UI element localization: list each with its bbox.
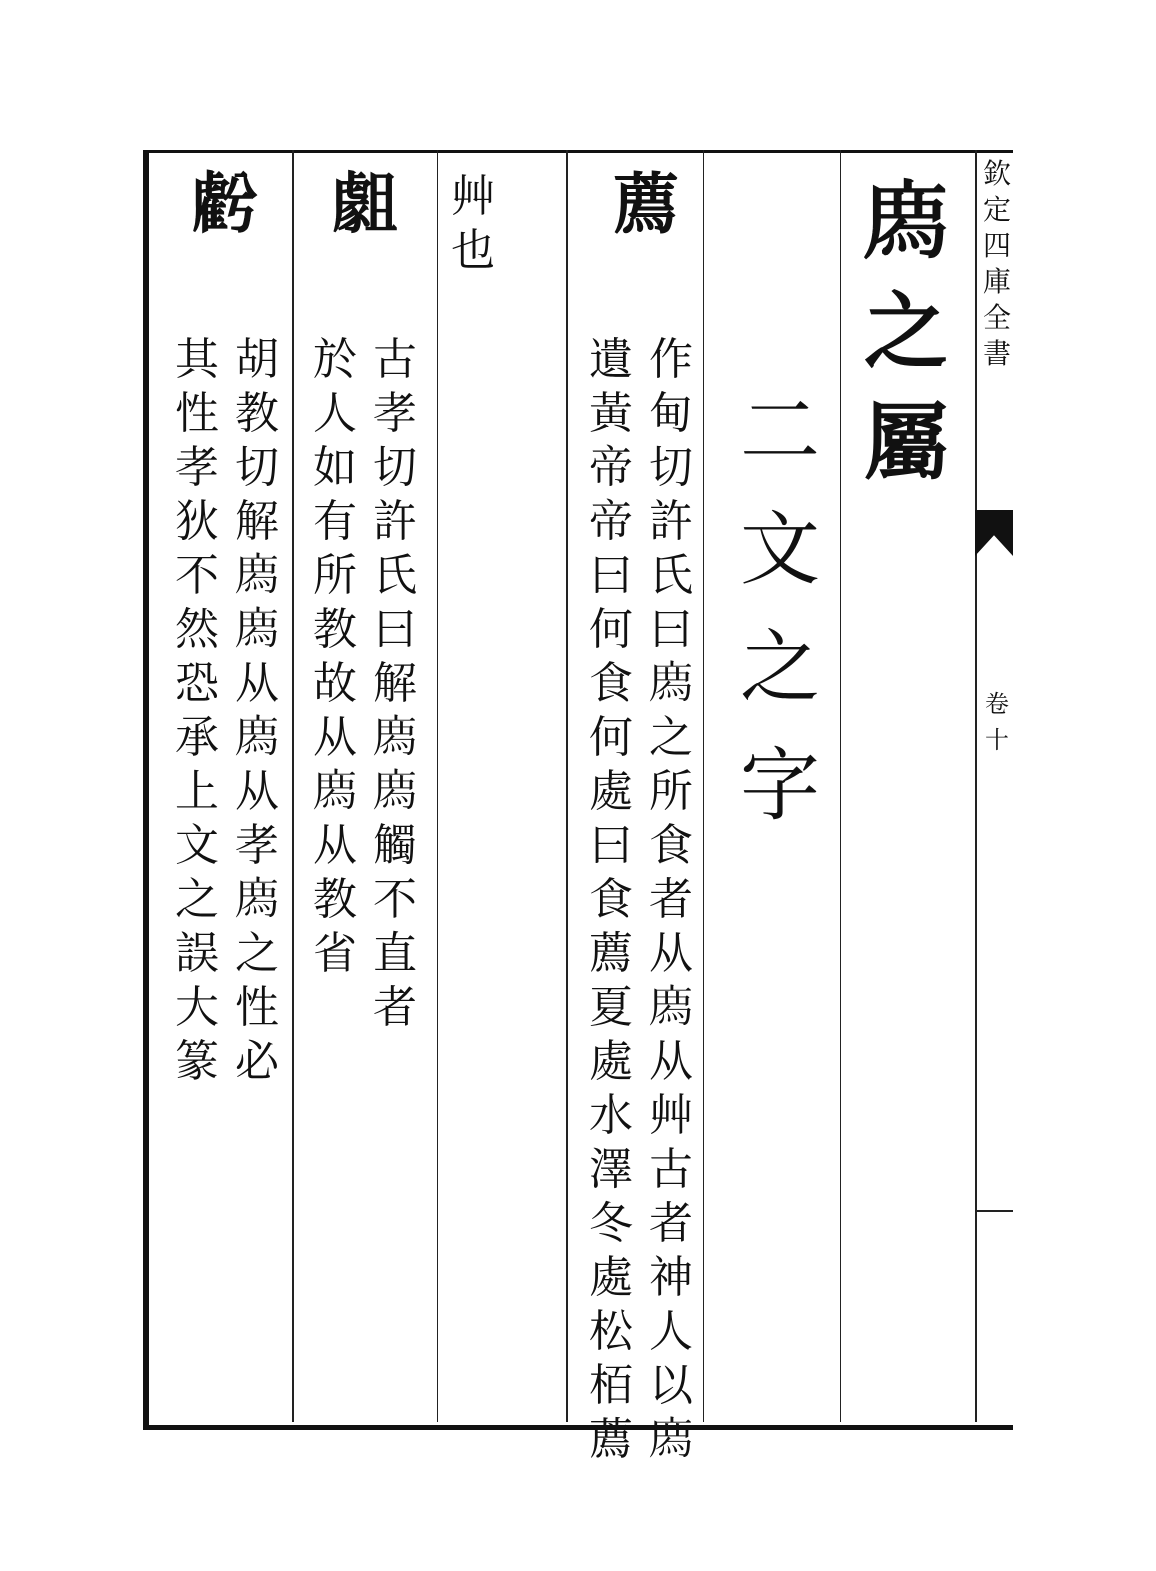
text-character: 黃 — [589, 388, 633, 439]
text-character: 所 — [649, 766, 693, 817]
text-character: 薦 — [589, 928, 633, 979]
text-character: 𢊁 — [313, 766, 357, 817]
section-title — [735, 385, 825, 864]
text-character: 食 — [649, 820, 693, 871]
text-character: 𢊁 — [235, 874, 279, 925]
seal-character: 薦 — [613, 165, 679, 243]
text-character: 所 — [313, 550, 357, 601]
text-character: 从 — [649, 928, 693, 979]
text-character: 遺 — [589, 334, 633, 385]
text-character: 之 — [235, 928, 279, 979]
text-character: 觸 — [373, 820, 417, 871]
text-character: 全 — [982, 301, 1011, 334]
text-character: 𢊁 — [649, 658, 693, 709]
text-character: 誤 — [175, 928, 219, 979]
text-character: 性 — [175, 388, 219, 439]
text-character: 者 — [649, 874, 693, 925]
text-character: 承 — [175, 712, 219, 763]
text-character: 有 — [313, 496, 357, 547]
text-character: 也 — [451, 225, 495, 276]
text-character: 定 — [982, 193, 1011, 226]
text-character: 處 — [589, 1036, 633, 1087]
text-character: 如 — [313, 442, 357, 493]
text-character: 庫 — [982, 265, 1011, 298]
text-character: 𢊁 — [373, 766, 417, 817]
text-character: 欽 — [982, 157, 1011, 190]
text-character: 从 — [313, 712, 357, 763]
text-character: 神 — [649, 1252, 693, 1303]
text-character: 帝 — [589, 496, 633, 547]
text-character: 孝 — [235, 820, 279, 871]
text-character: 艸 — [451, 171, 495, 222]
text-character: 从 — [235, 658, 279, 709]
text-character: 切 — [649, 442, 693, 493]
text-character: 文 — [175, 820, 219, 871]
text-character: 𢊁 — [649, 1414, 693, 1465]
column-rule — [703, 150, 704, 1422]
text-character: 直 — [373, 928, 417, 979]
text-character: 古 — [373, 334, 417, 385]
text-character: 狄 — [175, 496, 219, 547]
text-character: 教 — [235, 388, 279, 439]
text-character: 不 — [373, 874, 417, 925]
text-character: 松 — [589, 1306, 633, 1357]
text-character: 大 — [175, 982, 219, 1033]
text-character: 𢊁 — [235, 550, 279, 601]
frame-left-border — [143, 150, 149, 1428]
column-rule — [566, 150, 568, 1422]
entry-text-column — [370, 334, 420, 1040]
entry-text-column — [448, 171, 498, 283]
text-character: 曰 — [373, 604, 417, 655]
text-character: 恐 — [175, 658, 219, 709]
text-character: 曰 — [649, 604, 693, 655]
text-character: 篆 — [175, 1036, 219, 1087]
text-character: 古 — [649, 1144, 693, 1195]
text-character: 處 — [589, 1252, 633, 1303]
text-character: 孝 — [373, 388, 417, 439]
text-character: 者 — [649, 1198, 693, 1249]
column-rule — [840, 150, 841, 1422]
text-character: 𢊁 — [649, 982, 693, 1033]
text-character: 許 — [649, 496, 693, 547]
text-character: 省 — [313, 928, 357, 979]
text-character: 二 — [740, 385, 820, 478]
text-character: 然 — [175, 604, 219, 655]
text-character: 人 — [313, 388, 357, 439]
juan-number — [982, 692, 1012, 764]
text-character: 於 — [313, 334, 357, 385]
entry-text-column — [310, 334, 360, 986]
text-character: 四 — [982, 229, 1011, 262]
text-character: 其 — [175, 334, 219, 385]
text-character: 艸 — [649, 1090, 693, 1141]
text-character: 食 — [589, 658, 633, 709]
text-character: 何 — [589, 712, 633, 763]
text-character: 性 — [235, 982, 279, 1033]
entry-text-column — [232, 334, 282, 1094]
text-character: 𢊁 — [235, 712, 279, 763]
text-character: 作 — [649, 334, 693, 385]
text-character: 之 — [863, 282, 948, 381]
text-character: 氏 — [373, 550, 417, 601]
text-character: 𢊁 — [235, 604, 279, 655]
entry-text-column — [586, 334, 636, 1472]
entry-text-column — [646, 334, 696, 1472]
text-character: 必 — [235, 1036, 279, 1087]
chapter-title — [858, 172, 954, 510]
seal-character: 𧇿 — [332, 165, 398, 243]
seal-character: 𧇾 — [192, 165, 258, 243]
text-character: 十 — [985, 726, 1009, 754]
text-character: 栢 — [589, 1360, 633, 1411]
text-character: 教 — [313, 874, 357, 925]
text-character: 教 — [313, 604, 357, 655]
text-character: 澤 — [589, 1144, 633, 1195]
column-rule — [437, 150, 438, 1422]
text-character: 屬 — [863, 392, 948, 491]
margin-tick — [975, 1210, 1013, 1212]
text-character: 書 — [982, 337, 1011, 370]
text-character: 何 — [589, 604, 633, 655]
text-character: 者 — [373, 982, 417, 1033]
text-character: 冬 — [589, 1198, 633, 1249]
text-character: 帝 — [589, 442, 633, 493]
text-character: 之 — [649, 712, 693, 763]
book-title — [982, 157, 1012, 376]
text-character: 水 — [589, 1090, 633, 1141]
text-character: 文 — [740, 503, 820, 596]
text-character: 解 — [235, 496, 279, 547]
text-character: 从 — [313, 820, 357, 871]
text-character: 曰 — [589, 820, 633, 871]
text-character: 从 — [235, 766, 279, 817]
text-character: 切 — [373, 442, 417, 493]
margin-rule — [975, 150, 977, 1422]
text-character: 胡 — [235, 334, 279, 385]
column-rule — [292, 150, 294, 1422]
text-character: 𢊁 — [863, 172, 948, 271]
text-character: 人 — [649, 1306, 693, 1357]
text-character: 夏 — [589, 982, 633, 1033]
text-character: 卷 — [985, 690, 1009, 718]
text-character: 孝 — [175, 442, 219, 493]
text-character: 處 — [589, 766, 633, 817]
text-character: 曰 — [589, 550, 633, 601]
text-character: 氏 — [649, 550, 693, 601]
text-character: 許 — [373, 496, 417, 547]
text-character: 之 — [740, 621, 820, 714]
text-character: 不 — [175, 550, 219, 601]
text-character: 薦 — [589, 1414, 633, 1465]
text-character: 切 — [235, 442, 279, 493]
text-character: 字 — [740, 739, 820, 832]
text-character: 甸 — [649, 388, 693, 439]
text-character: 上 — [175, 766, 219, 817]
text-character: 𢊁 — [373, 712, 417, 763]
text-character: 之 — [175, 874, 219, 925]
text-character: 从 — [649, 1036, 693, 1087]
text-character: 以 — [649, 1360, 693, 1411]
text-character: 食 — [589, 874, 633, 925]
text-character: 故 — [313, 658, 357, 709]
text-character: 解 — [373, 658, 417, 709]
entry-text-column — [172, 334, 222, 1094]
